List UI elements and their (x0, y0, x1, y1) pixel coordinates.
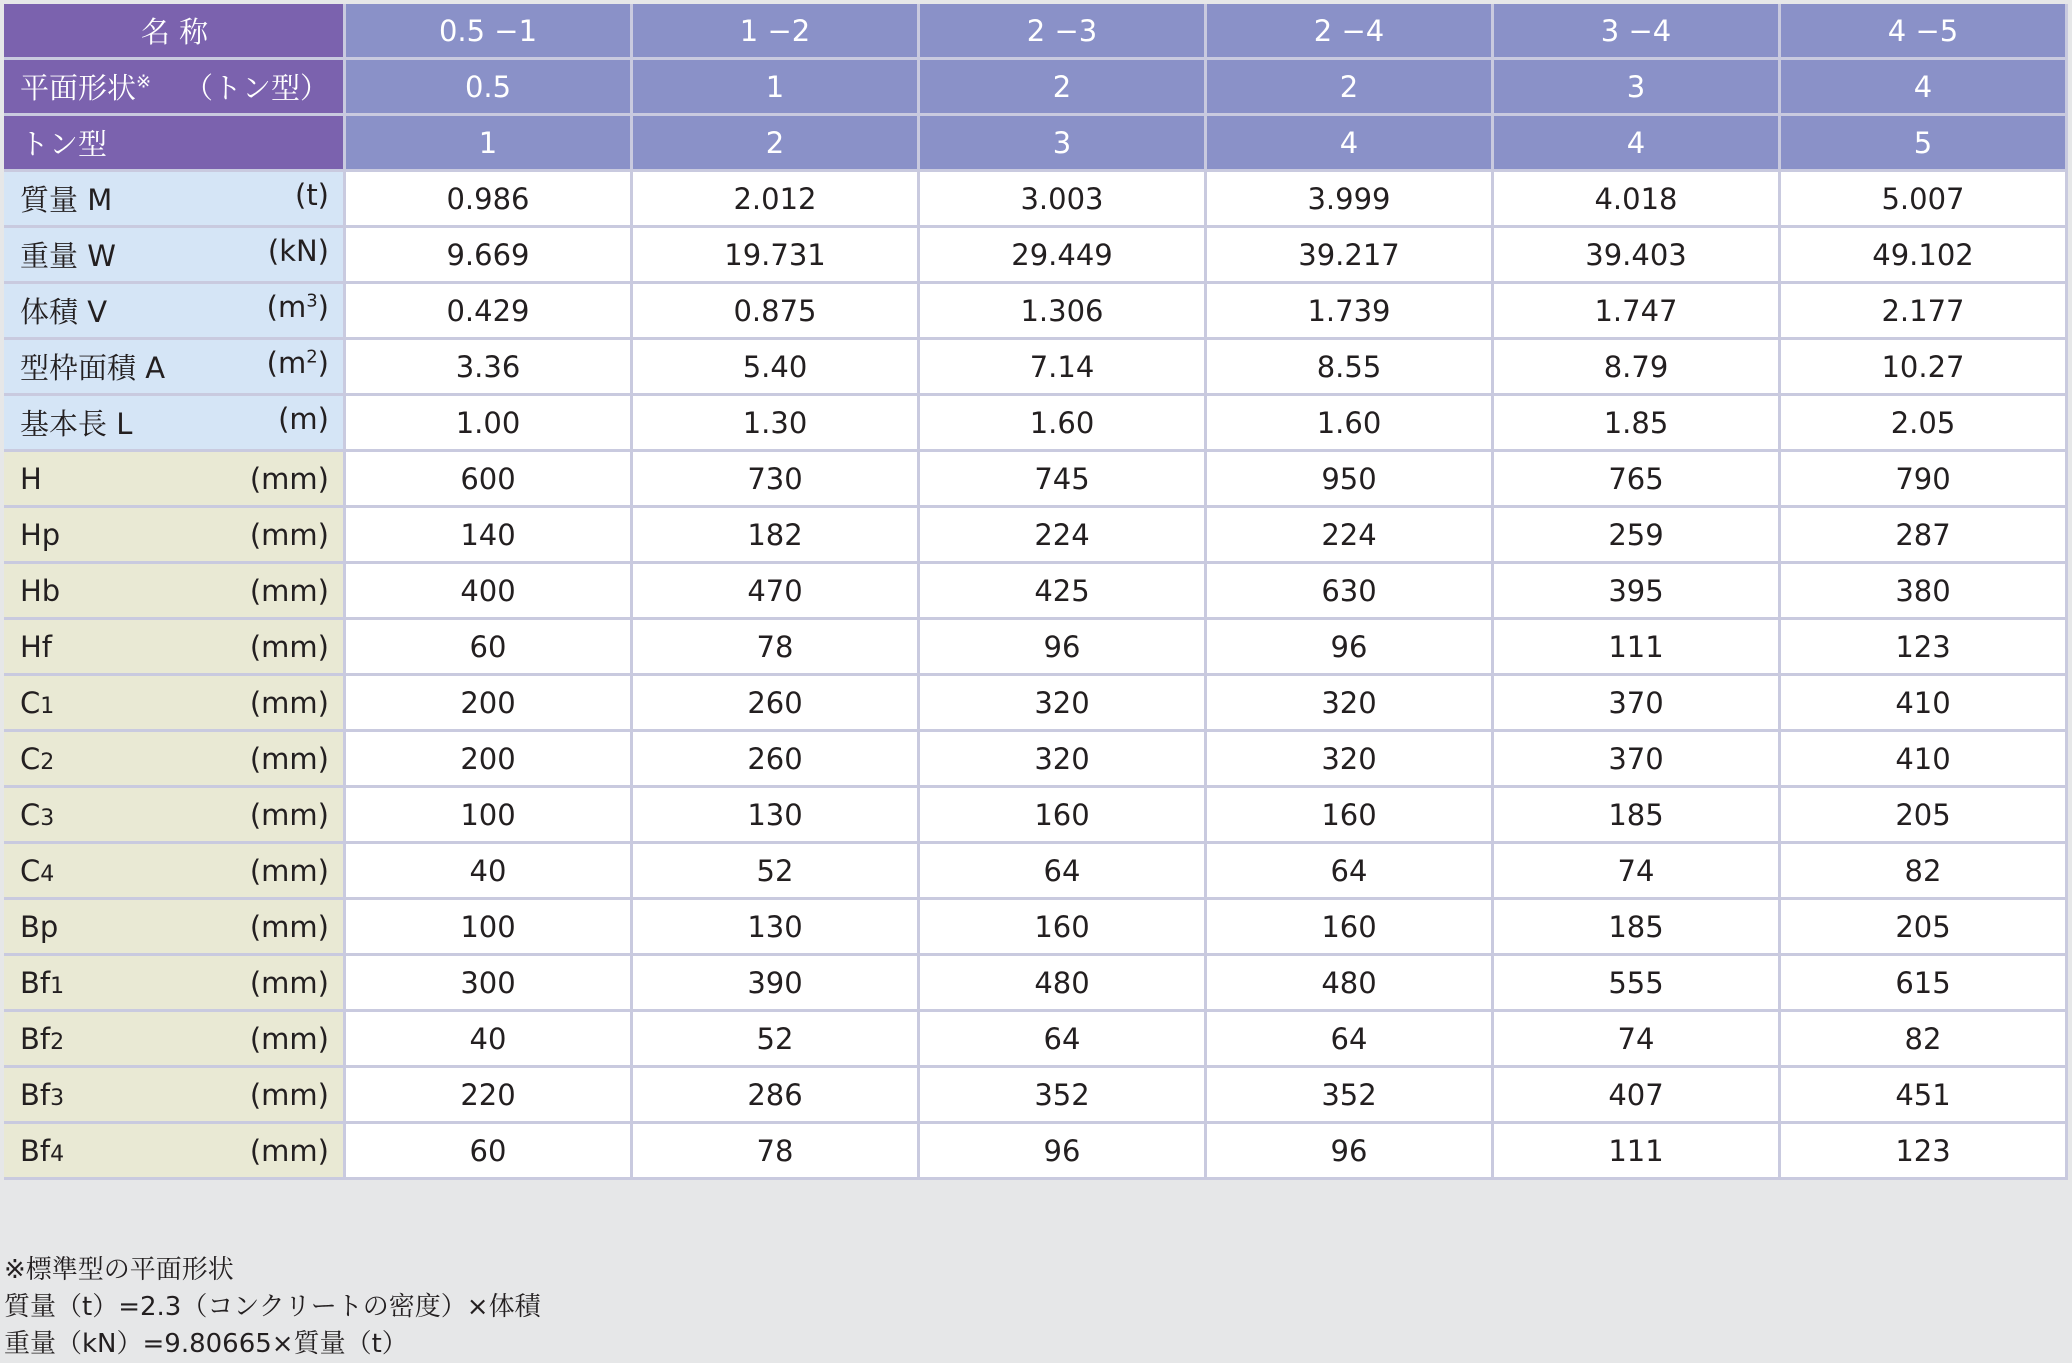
row-label-cell (4, 900, 346, 956)
row-label-cell (4, 172, 346, 228)
table-cell: 320 (1207, 676, 1494, 732)
table-cell: 380 (1781, 564, 2068, 620)
header-cell: 0.5 (346, 60, 633, 116)
table-cell: 9.669 (346, 228, 633, 284)
table-cell: 130 (633, 900, 920, 956)
header-cell: 4 (1781, 60, 2068, 116)
table-cell: 111 (1494, 1124, 1781, 1180)
table-cell: 410 (1781, 732, 2068, 788)
table-cell: 765 (1494, 452, 1781, 508)
table-cell: 2.177 (1781, 284, 2068, 340)
table-cell: 100 (346, 900, 633, 956)
table-cell: 49.102 (1781, 228, 2068, 284)
table-cell: 480 (920, 956, 1207, 1012)
spec-table-container (4, 4, 2068, 1180)
row-label-cell (4, 1068, 346, 1124)
header-cell: 2 −3 (920, 4, 1207, 60)
table-cell: 220 (346, 1068, 633, 1124)
header-cell: 4 (1207, 116, 1494, 172)
row-label: C4 (20, 853, 55, 888)
table-cell: 370 (1494, 732, 1781, 788)
row-label: C3 (20, 797, 55, 832)
row-label-subscript: 2 (50, 1029, 65, 1055)
row-label: Hp (20, 517, 61, 552)
row-label-cell (4, 564, 346, 620)
row-unit: (mm) (249, 797, 329, 832)
table-cell: 52 (633, 844, 920, 900)
row-label-cell (4, 340, 346, 396)
table-cell: 3.999 (1207, 172, 1494, 228)
spec-table-body (4, 4, 2068, 1180)
header-label-name (4, 4, 346, 60)
table-cell: 224 (1207, 508, 1494, 564)
header-cell: 3 −4 (1494, 4, 1781, 60)
row-unit: (mm) (249, 461, 329, 496)
row-label-subscript: 3 (40, 805, 55, 831)
spec-table (4, 4, 2068, 1180)
table-row (4, 228, 2068, 284)
row-label: 体積 V (20, 295, 108, 329)
table-cell: 300 (346, 956, 633, 1012)
table-cell: 40 (346, 844, 633, 900)
row-label-cell (4, 956, 346, 1012)
table-cell: 320 (920, 732, 1207, 788)
table-cell: 182 (633, 508, 920, 564)
row-label-subscript: 4 (40, 861, 55, 887)
header-cell: 4 (1494, 116, 1781, 172)
row-unit: (mm) (249, 517, 329, 552)
row-label: Hb (20, 573, 61, 608)
header-cell: 3 (1494, 60, 1781, 116)
row-unit: (mm) (249, 741, 329, 776)
table-cell: 395 (1494, 564, 1781, 620)
footnote: 重量（kN）=9.80665×質量（t） (4, 1329, 408, 1359)
table-cell: 205 (1781, 788, 2068, 844)
table-row (4, 844, 2068, 900)
table-cell: 100 (346, 788, 633, 844)
table-row (4, 788, 2068, 844)
header-cell: 3 (920, 116, 1207, 172)
row-label-cell (4, 228, 346, 284)
row-label-cell (4, 452, 346, 508)
table-cell: 2.05 (1781, 396, 2068, 452)
header-cell: 4 −5 (1781, 4, 2068, 60)
footnote: ※標準型の平面形状 (4, 1255, 234, 1285)
row-label-cell (4, 1012, 346, 1068)
table-row (4, 452, 2068, 508)
footnote: 質量（t）=2.3（コンクリートの密度）×体積 (4, 1292, 541, 1322)
row-label: C2 (20, 741, 55, 776)
table-cell: 224 (920, 508, 1207, 564)
row-label-subscript: 2 (40, 749, 55, 775)
table-cell: 2.012 (633, 172, 920, 228)
row-unit: (mm) (249, 685, 329, 720)
plan-unit: （トン型） (183, 71, 329, 105)
table-cell: 8.55 (1207, 340, 1494, 396)
header-cell: 1 (633, 60, 920, 116)
table-cell: 0.986 (346, 172, 633, 228)
table-cell: 160 (920, 900, 1207, 956)
row-label-subscript: 4 (50, 1141, 65, 1167)
header-cell: 5 (1781, 116, 2068, 172)
table-row (4, 396, 2068, 452)
row-unit: (mm) (249, 629, 329, 664)
table-row (4, 732, 2068, 788)
header-cell: 2 (1207, 60, 1494, 116)
table-cell: 320 (920, 676, 1207, 732)
table-row (4, 284, 2068, 340)
row-label: Bf2 (20, 1021, 65, 1056)
table-cell: 320 (1207, 732, 1494, 788)
table-row (4, 1068, 2068, 1124)
header-cell: 1 (346, 116, 633, 172)
table-cell: 630 (1207, 564, 1494, 620)
table-cell: 19.731 (633, 228, 920, 284)
row-label-subscript: 1 (50, 973, 65, 999)
footnotes (4, 1252, 541, 1363)
table-cell: 64 (920, 844, 1207, 900)
table-cell: 352 (920, 1068, 1207, 1124)
table-cell: 78 (633, 1124, 920, 1180)
row-unit: (kN) (267, 234, 329, 268)
row-label: 基本長 L (20, 407, 133, 441)
table-row (4, 1012, 2068, 1068)
table-cell: 78 (633, 620, 920, 676)
table-cell: 39.217 (1207, 228, 1494, 284)
table-cell: 745 (920, 452, 1207, 508)
row-label: 重量 W (20, 239, 116, 273)
table-cell: 200 (346, 732, 633, 788)
table-cell: 40 (346, 1012, 633, 1068)
table-cell: 123 (1781, 620, 2068, 676)
row-label: H (20, 461, 42, 496)
row-unit: (mm) (249, 965, 329, 1000)
table-cell: 64 (920, 1012, 1207, 1068)
table-row (4, 620, 2068, 676)
table-cell: 64 (1207, 1012, 1494, 1068)
table-cell: 4.018 (1494, 172, 1781, 228)
row-label: Bf1 (20, 965, 65, 1000)
table-cell: 160 (1207, 788, 1494, 844)
table-cell: 0.875 (633, 284, 920, 340)
table-cell: 480 (1207, 956, 1494, 1012)
table-cell: 60 (346, 1124, 633, 1180)
row-label-cell (4, 676, 346, 732)
table-cell: 615 (1781, 956, 2068, 1012)
row-label-cell (4, 788, 346, 844)
plan-label: 平面形状※ (20, 71, 152, 105)
row-unit: (mm) (249, 1077, 329, 1112)
table-cell: 1.60 (920, 396, 1207, 452)
table-cell: 96 (1207, 620, 1494, 676)
table-row (4, 900, 2068, 956)
table-cell: 352 (1207, 1068, 1494, 1124)
table-cell: 407 (1494, 1068, 1781, 1124)
table-cell: 185 (1494, 900, 1781, 956)
table-cell: 287 (1781, 508, 2068, 564)
row-label: Bf4 (20, 1133, 65, 1168)
table-cell: 160 (1207, 900, 1494, 956)
table-cell: 205 (1781, 900, 2068, 956)
header-label-ton (4, 116, 346, 172)
row-unit: (mm) (249, 1021, 329, 1056)
table-cell: 160 (920, 788, 1207, 844)
table-row (4, 1124, 2068, 1180)
table-cell: 425 (920, 564, 1207, 620)
row-unit: $(m^2)$ (266, 346, 329, 380)
row-unit: (t) (295, 178, 329, 212)
table-cell: 52 (633, 1012, 920, 1068)
header-cell: 2 −4 (1207, 4, 1494, 60)
table-cell: 130 (633, 788, 920, 844)
table-cell: 96 (1207, 1124, 1494, 1180)
ton-label: トン型 (20, 127, 108, 161)
table-cell: 64 (1207, 844, 1494, 900)
row-label-cell (4, 1124, 346, 1180)
row-label: C1 (20, 685, 55, 720)
table-row (4, 676, 2068, 732)
table-cell: 600 (346, 452, 633, 508)
table-cell: 1.00 (346, 396, 633, 452)
table-cell: 82 (1781, 1012, 2068, 1068)
table-cell: 370 (1494, 676, 1781, 732)
row-label: Bf3 (20, 1077, 65, 1112)
row-label-subscript: 3 (50, 1085, 65, 1111)
row-label-cell (4, 508, 346, 564)
header-row-ton (4, 116, 2068, 172)
table-cell: 123 (1781, 1124, 2068, 1180)
table-cell: 74 (1494, 844, 1781, 900)
table-cell: 96 (920, 620, 1207, 676)
row-unit: (m) (278, 402, 329, 436)
table-cell: 60 (346, 620, 633, 676)
row-unit: (mm) (249, 573, 329, 608)
table-cell: 1.747 (1494, 284, 1781, 340)
table-cell: 410 (1781, 676, 2068, 732)
table-cell: 140 (346, 508, 633, 564)
table-cell: 5.007 (1781, 172, 2068, 228)
table-cell: 96 (920, 1124, 1207, 1180)
table-row (4, 564, 2068, 620)
table-cell: 8.79 (1494, 340, 1781, 396)
table-cell: 950 (1207, 452, 1494, 508)
table-cell: 3.36 (346, 340, 633, 396)
row-label: 型枠面積 A (20, 351, 166, 385)
table-cell: 29.449 (920, 228, 1207, 284)
row-unit: (mm) (249, 1133, 329, 1168)
table-cell: 111 (1494, 620, 1781, 676)
name-label: 名 称 (140, 15, 209, 49)
row-label-subscript: 1 (40, 693, 55, 719)
row-label: 質量 M (20, 183, 113, 217)
table-cell: 1.85 (1494, 396, 1781, 452)
row-label-cell (4, 844, 346, 900)
table-cell: 451 (1781, 1068, 2068, 1124)
row-label: Bp (20, 909, 59, 944)
table-cell: 259 (1494, 508, 1781, 564)
table-cell: 3.003 (920, 172, 1207, 228)
table-cell: 470 (633, 564, 920, 620)
table-cell: 39.403 (1494, 228, 1781, 284)
plan-mark: ※ (136, 71, 152, 93)
row-unit: (mm) (249, 909, 329, 944)
header-cell: 0.5 −1 (346, 4, 633, 60)
row-unit: $(m^3)$ (266, 290, 329, 324)
table-cell: 730 (633, 452, 920, 508)
header-row-plan (4, 60, 2068, 116)
table-cell: 390 (633, 956, 920, 1012)
table-cell: 790 (1781, 452, 2068, 508)
table-cell: 185 (1494, 788, 1781, 844)
table-row (4, 508, 2068, 564)
table-cell: 74 (1494, 1012, 1781, 1068)
table-cell: 1.60 (1207, 396, 1494, 452)
header-cell: 2 (920, 60, 1207, 116)
table-row (4, 172, 2068, 228)
table-cell: 200 (346, 676, 633, 732)
row-label-cell (4, 620, 346, 676)
table-cell: 1.306 (920, 284, 1207, 340)
table-cell: 400 (346, 564, 633, 620)
header-row-name (4, 4, 2068, 60)
row-label-cell (4, 396, 346, 452)
table-cell: 82 (1781, 844, 2068, 900)
row-unit: (mm) (249, 853, 329, 888)
table-cell: 10.27 (1781, 340, 2068, 396)
table-cell: 1.739 (1207, 284, 1494, 340)
table-cell: 260 (633, 732, 920, 788)
table-cell: 0.429 (346, 284, 633, 340)
table-cell: 1.30 (633, 396, 920, 452)
table-cell: 260 (633, 676, 920, 732)
row-label-cell (4, 732, 346, 788)
table-cell: 555 (1494, 956, 1781, 1012)
table-row (4, 340, 2068, 396)
table-cell: 286 (633, 1068, 920, 1124)
header-cell: 2 (633, 116, 920, 172)
table-cell: 5.40 (633, 340, 920, 396)
row-label-cell (4, 284, 346, 340)
row-label: Hf (20, 629, 53, 664)
header-label-plan (4, 60, 346, 116)
table-row (4, 956, 2068, 1012)
table-cell: 7.14 (920, 340, 1207, 396)
header-cell: 1 −2 (633, 4, 920, 60)
